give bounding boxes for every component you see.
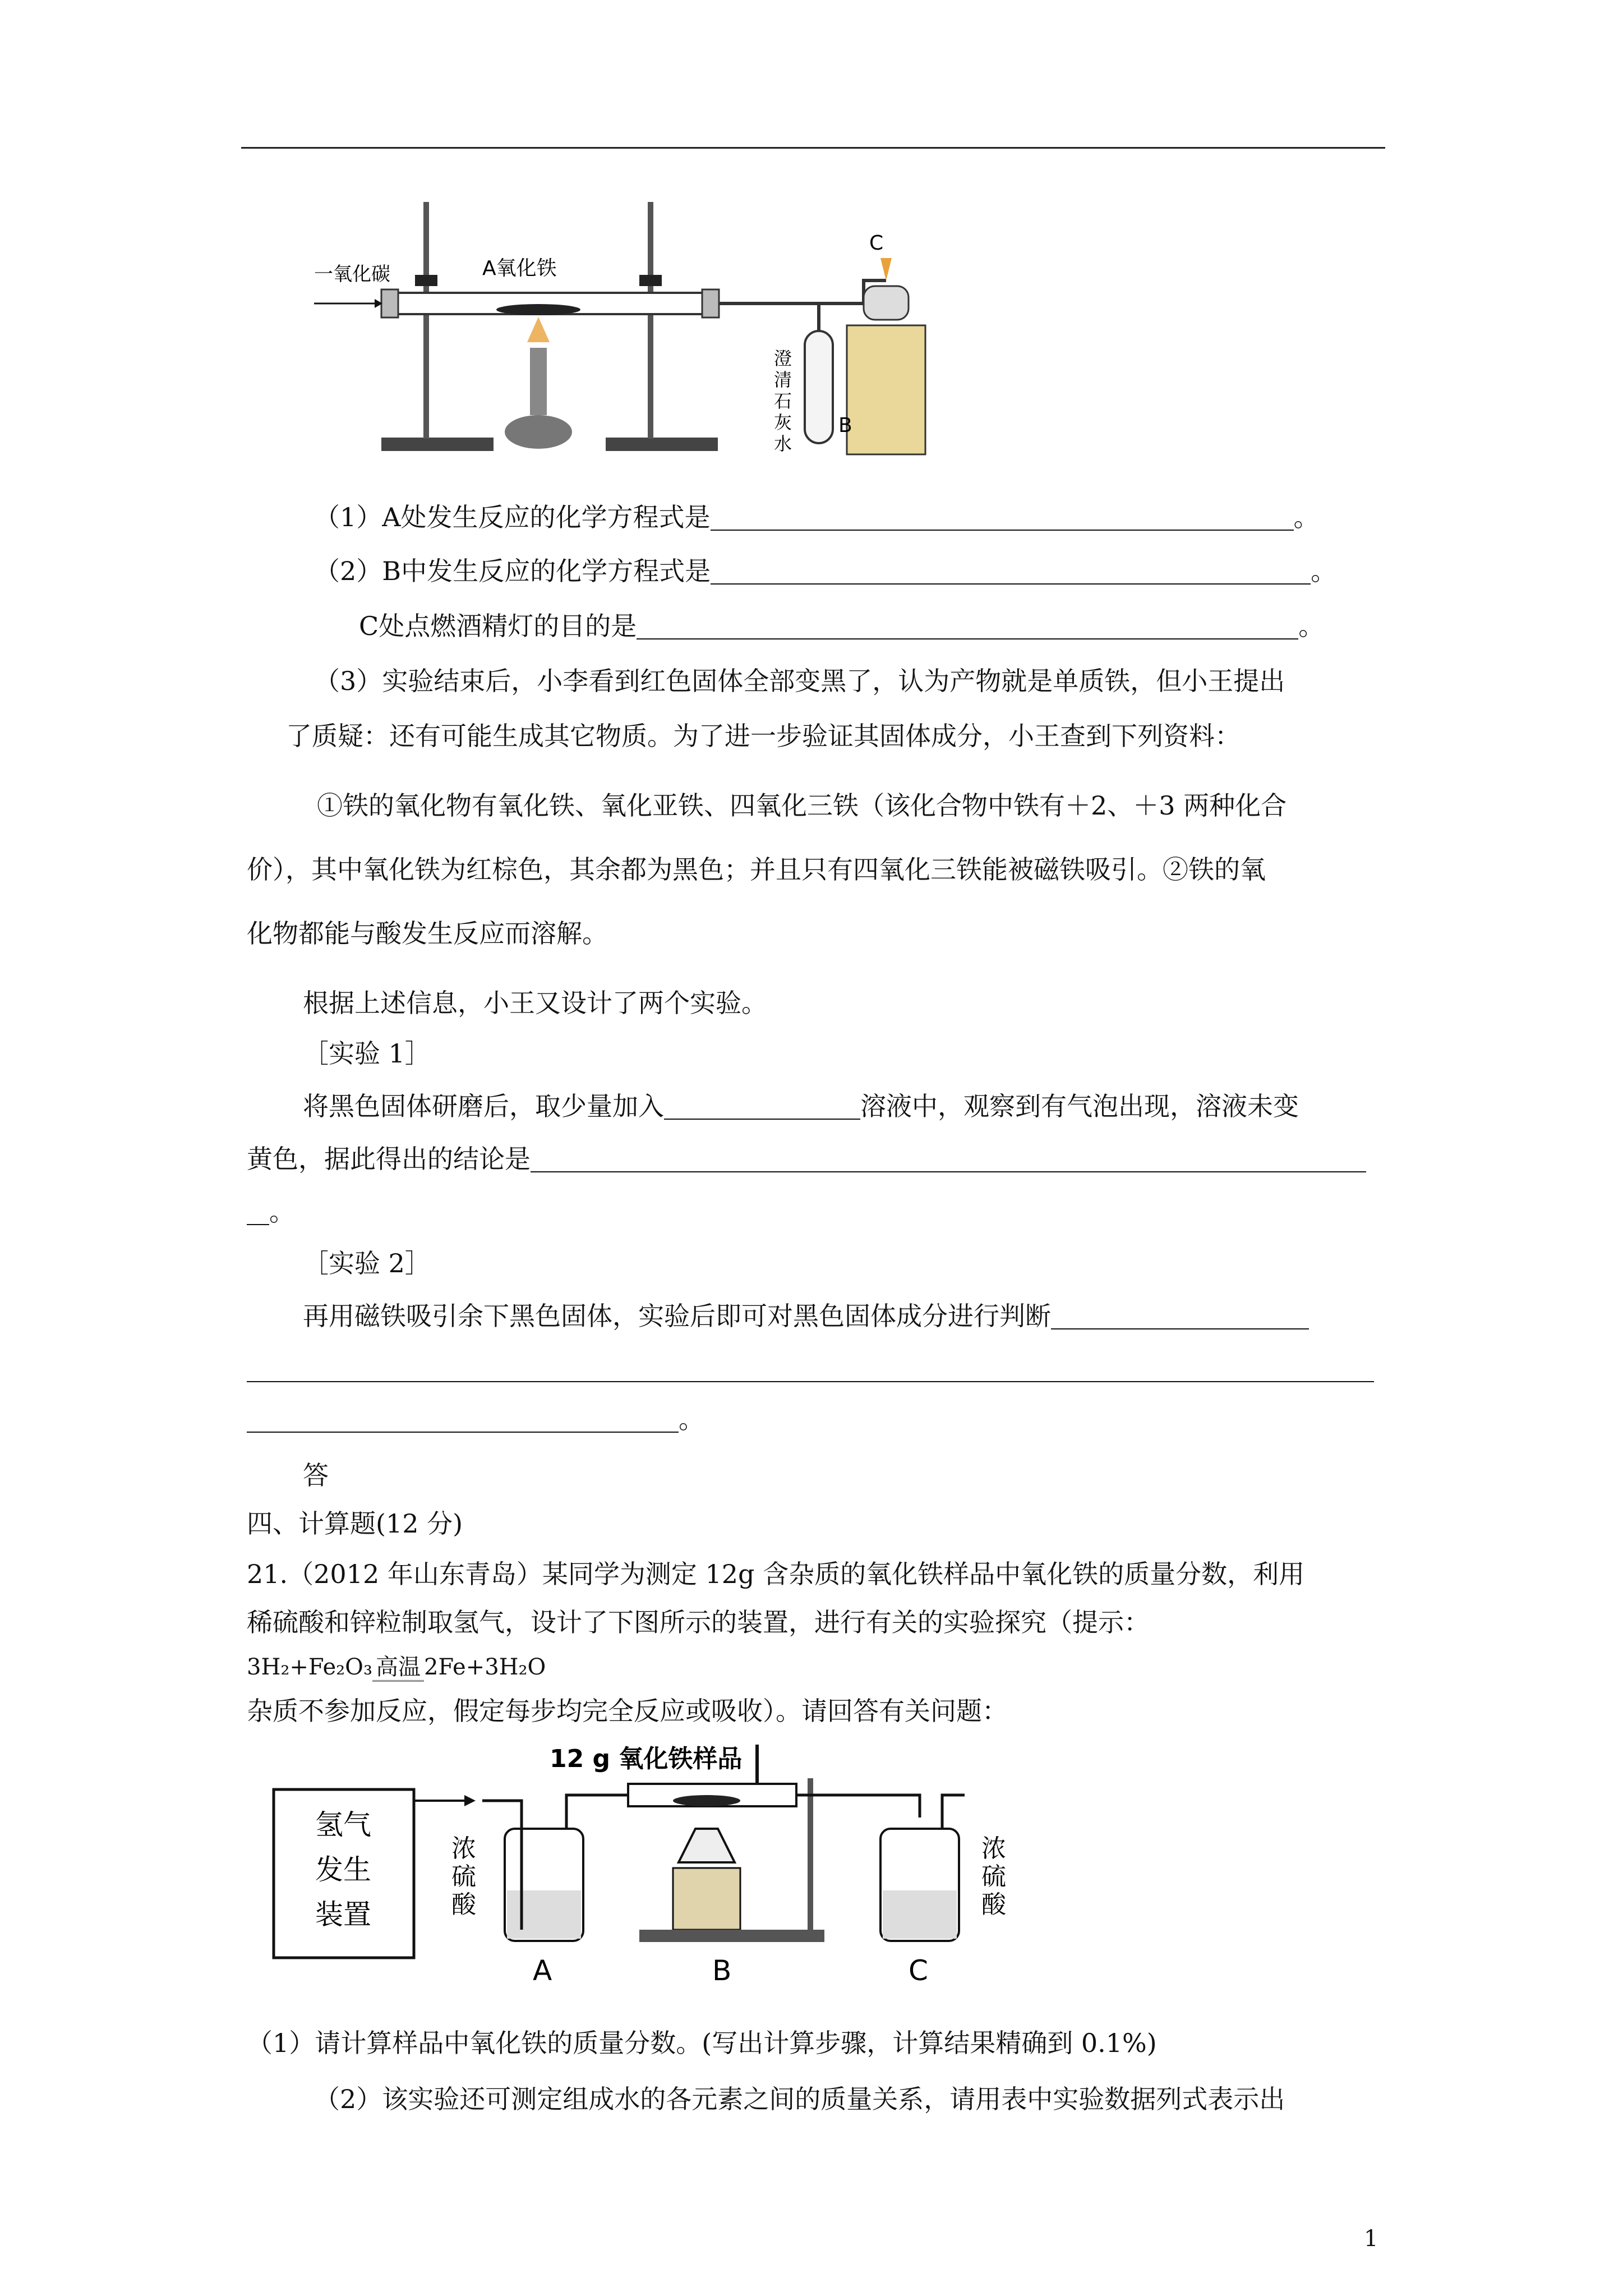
exp2-title: ［实验 2］ bbox=[303, 1248, 431, 1278]
label-limewater-5: 水 bbox=[774, 433, 792, 454]
answer-blank-exp1-cont[interactable] bbox=[247, 1198, 269, 1225]
acid-left-1: 浓 bbox=[451, 1834, 476, 1863]
acid-right-2: 硫 bbox=[981, 1862, 1006, 1891]
section4-heading: 四、计算题(12 分) bbox=[247, 1508, 463, 1539]
exp1-line1: 将黑色固体研磨后，取少量加入 溶液中，观察到有气泡出现，溶液未变 bbox=[303, 1091, 1299, 1121]
answer-blank-exp2-c[interactable] bbox=[247, 1406, 679, 1433]
exp1-line2: 黄色，据此得出的结论是 bbox=[247, 1142, 1366, 1176]
alcohol-lamp-b bbox=[679, 1829, 735, 1862]
label-c: C bbox=[909, 1954, 928, 1987]
q21-line1: 21.（2012 年山东青岛）某同学为测定 12g 含杂质的氧化铁样品中氧化铁的质量分数，利用 bbox=[247, 1559, 1305, 1589]
exp2-line1: 再用磁铁吸引余下黑色固体，实验后即可对黑色固体成分进行判断 bbox=[303, 1299, 1309, 1333]
left-stand-rod bbox=[423, 202, 429, 439]
exp2-line3: 。 bbox=[247, 1402, 704, 1436]
figure-hydrogen-reduction-apparatus bbox=[269, 1745, 1066, 2025]
q21-equation: 3H₂+Fe₂O₃ 高温 2Fe+3H₂O bbox=[247, 1650, 546, 1684]
label-limewater-2: 清 bbox=[774, 369, 792, 390]
label-c: C bbox=[869, 232, 884, 255]
q20-part3-line1: （3）实验结束后，小李看到红色固体全部变黑了，认为产物就是单质铁，但小王提出 bbox=[314, 666, 1285, 696]
left-stand-base bbox=[381, 438, 494, 451]
label-limewater-3: 石 bbox=[774, 390, 792, 412]
stand-base-b bbox=[639, 1930, 824, 1942]
generator-label-2: 发生 bbox=[315, 1853, 371, 1886]
exp2-line2 bbox=[247, 1352, 1374, 1386]
info-line3: 化物都能与酸发生反应而溶解。 bbox=[247, 918, 608, 949]
generator-label-1: 氢气 bbox=[315, 1809, 371, 1841]
page-number: 1 bbox=[1364, 2226, 1378, 2252]
gas-burner bbox=[530, 348, 547, 415]
label-carbon-monoxide: 一氧化碳 bbox=[314, 263, 390, 286]
answer-blank-p1[interactable] bbox=[711, 504, 1294, 531]
wooden-block-b bbox=[673, 1868, 740, 1930]
q20-part1: （1）A处发生反应的化学方程式是 。 bbox=[314, 502, 1320, 532]
alcohol-lamp bbox=[864, 286, 909, 320]
q21-part1: （1）请计算样品中氧化铁的质量分数。(写出计算步骤，计算结果精确到 0.1%) bbox=[247, 2028, 1157, 2058]
acid-right-1: 浓 bbox=[981, 1834, 1006, 1863]
design-statement: 根据上述信息，小王又设计了两个实验。 bbox=[303, 988, 767, 1018]
q20-part3-line2: 了质疑：还有可能生成其它物质。为了进一步验证其固体成分，小王查到下列资料： bbox=[286, 721, 1241, 751]
label-b: B bbox=[838, 414, 852, 437]
acid-left-2: 硫 bbox=[451, 1862, 476, 1891]
info-line2: 价），其中氧化铁为红棕色，其余都为黑色；并且只有四氧化三铁能被磁铁吸引。②铁的氧 bbox=[247, 854, 1266, 885]
answer-blank-exp2-a[interactable] bbox=[1051, 1303, 1309, 1329]
answer-blank-exp1-conclusion[interactable] bbox=[531, 1145, 1366, 1172]
header-rule bbox=[241, 147, 1385, 149]
q21-line4: 杂质不参加反应，假定每步均完全反应或吸收）。请回答有关问题： bbox=[247, 1696, 1008, 1726]
limewater-test-tube bbox=[805, 331, 833, 443]
figure-co-reduction-apparatus bbox=[303, 196, 987, 477]
q20-part2-c: C处点燃酒精灯的目的是 。 bbox=[359, 611, 1325, 641]
answer-blank-exp1-reagent[interactable] bbox=[664, 1093, 860, 1120]
q20-part2: （2）B中发生反应的化学方程式是 。 bbox=[314, 556, 1337, 586]
exp1-title: ［实验 1］ bbox=[303, 1038, 431, 1069]
right-stand-base bbox=[606, 438, 718, 451]
reaction-condition: 高温 bbox=[372, 1654, 424, 1682]
label-a-iron-oxide: A氧化铁 bbox=[482, 257, 557, 280]
acid-right-3: 酸 bbox=[981, 1890, 1006, 1919]
label-limewater-1: 澄 bbox=[774, 348, 792, 369]
exp1-line3: 。 bbox=[247, 1195, 295, 1228]
generator-label-3: 装置 bbox=[315, 1898, 371, 1931]
label-limewater-4: 灰 bbox=[774, 412, 792, 433]
answer-blank-p2[interactable] bbox=[711, 558, 1311, 585]
label-a: A bbox=[533, 1954, 552, 1987]
info-line1: ①铁的氧化物有氧化铁、氧化亚铁、四氧化三铁（该化合物中铁有＋2、＋3 两种化合 bbox=[317, 790, 1287, 821]
answer-blank-p3[interactable] bbox=[637, 613, 1298, 639]
iron-oxide-sample bbox=[496, 304, 580, 315]
answer-label: 答 bbox=[303, 1460, 329, 1490]
label-b: B bbox=[712, 1954, 732, 1987]
acid-left-3: 酸 bbox=[451, 1890, 476, 1919]
q21-line2: 稀硫酸和锌粒制取氢气，设计了下图所示的装置，进行有关的实验探究（提示： bbox=[247, 1607, 1150, 1637]
right-stand-rod bbox=[648, 202, 653, 439]
wooden-block bbox=[847, 325, 925, 454]
sample-label: 12 g 氧化铁样品 bbox=[550, 1745, 743, 1773]
answer-blank-exp2-b[interactable] bbox=[247, 1355, 1374, 1382]
q21-part2: （2）该实验还可测定组成水的各元素之间的质量关系，请用表中实验数据列式表示出 bbox=[314, 2084, 1285, 2114]
